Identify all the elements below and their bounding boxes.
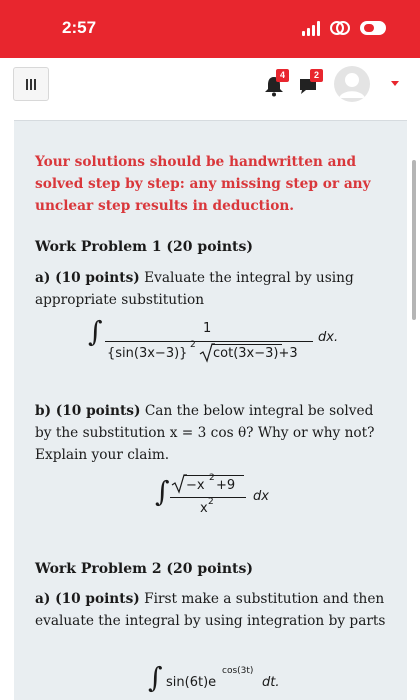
messages-badge: 2: [310, 69, 323, 82]
integral-sign: ∫: [88, 315, 103, 348]
scrollbar-thumb[interactable]: [412, 160, 416, 320]
status-time: 2:57: [62, 18, 97, 37]
integral-1b-root-exp: 2: [209, 473, 215, 483]
integral-1b-root: −x: [186, 478, 205, 493]
status-icons: [302, 20, 386, 36]
problem-1b-label: b) (10 points): [35, 403, 141, 419]
avatar[interactable]: [334, 66, 370, 102]
app-bar: [0, 58, 420, 108]
problem-2-title: Work Problem 2 (20 points): [35, 561, 254, 577]
problem-1b-body: Can the below integral be solved by the substitution x = 3 cos θ? Why or why not? Explain your claim.: [35, 403, 375, 463]
problem-1-title: Work Problem 1 (20 points): [35, 239, 254, 255]
messages-button[interactable]: [297, 72, 325, 96]
integral-2a-exponent: cos(3t): [222, 666, 254, 676]
integral-1a-exponent: 2: [190, 340, 196, 350]
instructions-notice: Your solutions should be handwritten and solved step by step: any missing step or any unclear step results in deduction.: [35, 154, 371, 214]
sqrt-bar: [212, 344, 282, 345]
notifications-button[interactable]: [263, 72, 291, 96]
menu-button[interactable]: [13, 67, 49, 101]
problem-2a-text: [35, 588, 390, 632]
integral-2a-main: sin(6t)e: [166, 675, 217, 690]
status-bar: [0, 0, 420, 58]
integral-sign: ∫: [148, 661, 163, 694]
notifications-badge: 4: [276, 69, 289, 82]
integral-2a-dt: dt.: [262, 675, 280, 690]
integral-sign: ∫: [155, 475, 170, 508]
problem-1a-body: Evaluate the integral by using appropriate substitution: [35, 270, 354, 308]
integral-1a-numerator: 1: [203, 321, 212, 336]
battery-icon: [360, 21, 386, 35]
problem-1b-text: [35, 400, 390, 466]
integral-1b-den-exp: 2: [208, 497, 214, 507]
fraction-bar: [105, 341, 313, 342]
integral-1b-dx: dx: [253, 489, 269, 504]
integral-1a-dx: dx.: [318, 330, 339, 345]
user-icon: [334, 66, 370, 102]
link-icon: [329, 20, 351, 36]
signal-icon: [302, 21, 320, 36]
menu-icon: [26, 79, 36, 90]
integral-1b-root-tail: +9: [216, 478, 236, 493]
sqrt-icon: [171, 474, 187, 494]
chevron-down-icon[interactable]: [391, 81, 399, 86]
problem-2a-label: a) (10 points): [35, 591, 140, 607]
integral-1b-denominator: x: [200, 501, 208, 516]
problem-2a-body: First make a substitution and then evaluate the integral by using integration by parts: [35, 591, 386, 629]
problem-1a-text: [35, 267, 390, 311]
problem-1a-label: a) (10 points): [35, 270, 140, 286]
integral-1a-root: cot(3x−3)+3: [213, 346, 298, 361]
integral-1a-denominator: {sin(3x−3)}: [107, 346, 188, 361]
